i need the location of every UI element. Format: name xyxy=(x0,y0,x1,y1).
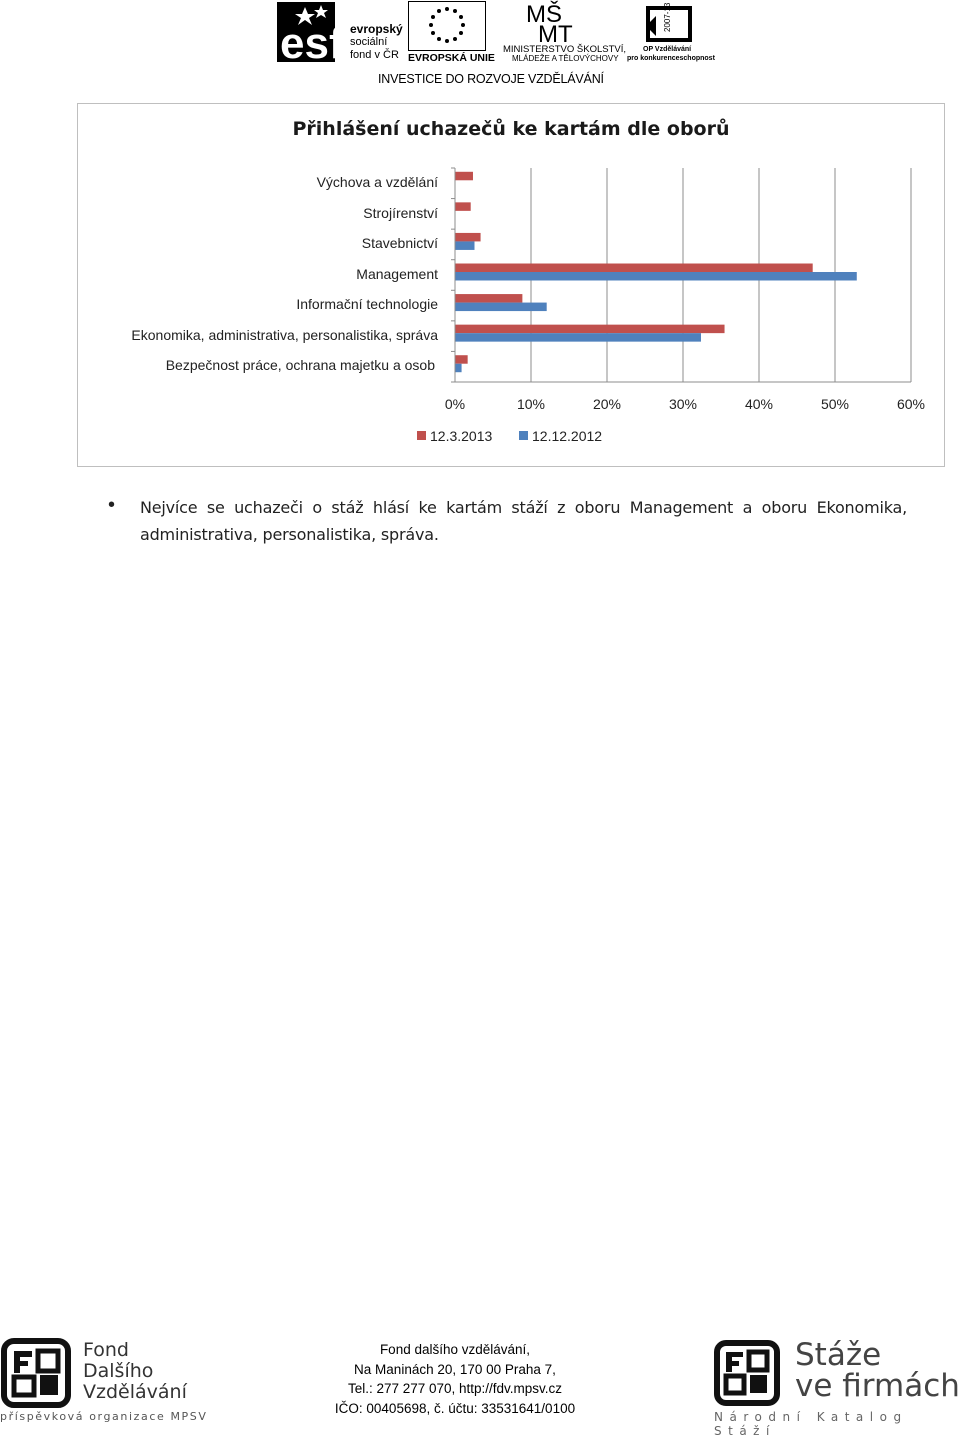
msmt-line2: MLÁDEŽE A TĚLOVÝCHOVY xyxy=(512,54,619,63)
staze-title-line: Stáže xyxy=(795,1337,882,1373)
op-line1: OP Vzdělávání xyxy=(643,46,692,53)
x-tick-label: 30% xyxy=(668,396,698,412)
x-tick-label: 20% xyxy=(592,396,622,412)
svg-text:MŠ: MŠ xyxy=(526,1,562,28)
msmt-line1: MINISTERSTVO ŠKOLSTVÍ, xyxy=(503,44,626,55)
footer-contact xyxy=(320,1340,590,1418)
contact-line: Na Maninách 20, 170 00 Praha 7, xyxy=(354,1361,556,1377)
fdv-name-line: Dalšího xyxy=(83,1360,154,1382)
legend-label: 12.12.2012 xyxy=(532,428,603,444)
svg-text:esf: esf xyxy=(280,19,344,62)
fdv-subtitle: příspěvková organizace MPSV xyxy=(0,1410,208,1423)
bar-series1 xyxy=(456,202,471,211)
category-label: Bezpečnost práce, ochrana majetku a osob xyxy=(165,357,435,373)
bar-series2 xyxy=(456,241,475,250)
x-tick-label: 40% xyxy=(744,396,774,412)
x-tick-label: 0% xyxy=(444,396,466,412)
svg-text:MT: MT xyxy=(538,21,573,44)
fdv-name xyxy=(83,1340,187,1403)
bar-series1 xyxy=(456,355,468,364)
bullet-point: • xyxy=(108,494,116,516)
legend-swatch xyxy=(519,431,528,440)
bar-chart xyxy=(0,0,960,470)
bar-series1 xyxy=(456,172,473,181)
fdv-logo-icon xyxy=(0,1337,72,1409)
category-label: Výchova a vzdělání xyxy=(316,174,438,190)
x-tick-label: 60% xyxy=(896,396,926,412)
bar-series1 xyxy=(456,325,725,334)
contact-line: Fond dalšího vzdělávání, xyxy=(379,1342,531,1357)
staze-logo-icon xyxy=(714,1340,780,1406)
x-tick-label: 10% xyxy=(516,396,546,412)
esf-line2: sociální xyxy=(350,36,388,48)
category-label: Management xyxy=(356,266,438,282)
bar-series2 xyxy=(456,364,462,373)
fdv-name-line: Fond xyxy=(83,1339,129,1361)
category-label: Stavebnictví xyxy=(361,235,438,251)
staze-title-line: ve firmách xyxy=(795,1368,960,1404)
fdv-name-line: Vzdělávání xyxy=(83,1381,187,1403)
esf-line1: evropský xyxy=(350,22,403,36)
bar-series2 xyxy=(456,333,701,342)
chart-title: Přihlášení uchazečů ke kartám dle oborů xyxy=(292,118,730,140)
staze-title xyxy=(795,1337,960,1404)
bar-series1 xyxy=(456,233,481,242)
contact-line: IČO: 00405698, č. účtu: 33531641/0100 xyxy=(334,1400,576,1416)
category-label: Informační technologie xyxy=(296,296,438,312)
bar-series2 xyxy=(456,303,547,312)
svg-text:2007-13: 2007-13 xyxy=(663,2,672,32)
bar-series2 xyxy=(456,272,857,281)
staze-subtitle: Národní Katalog Stáží xyxy=(714,1410,908,1438)
legend-swatch xyxy=(417,431,426,440)
esf-line3: fond v ČR xyxy=(350,49,399,61)
eu-label: EVROPSKÁ UNIE xyxy=(408,52,495,64)
bar-series1 xyxy=(456,264,813,273)
category-label: Strojírenství xyxy=(363,205,438,221)
contact-line: Tel.: 277 277 070, http://fdv.mpsv.cz xyxy=(347,1381,563,1396)
legend-label: 12.3.2013 xyxy=(430,428,493,444)
x-tick-label: 50% xyxy=(820,396,850,412)
bar-series1 xyxy=(456,294,523,303)
category-label: Ekonomika, administrativa, personalistika, správa xyxy=(131,327,438,343)
investice-banner: INVESTICE DO ROZVOJE VZDĚLÁVÁNÍ xyxy=(378,72,604,86)
op-line2: pro konkurenceschopnost xyxy=(627,55,715,62)
summary-paragraph: Nejvíce se uchazeči o stáž hlásí ke kartám stáží z oboru Management a oboru Ekonomika, administrativa, personalistika, správa. xyxy=(140,498,907,544)
